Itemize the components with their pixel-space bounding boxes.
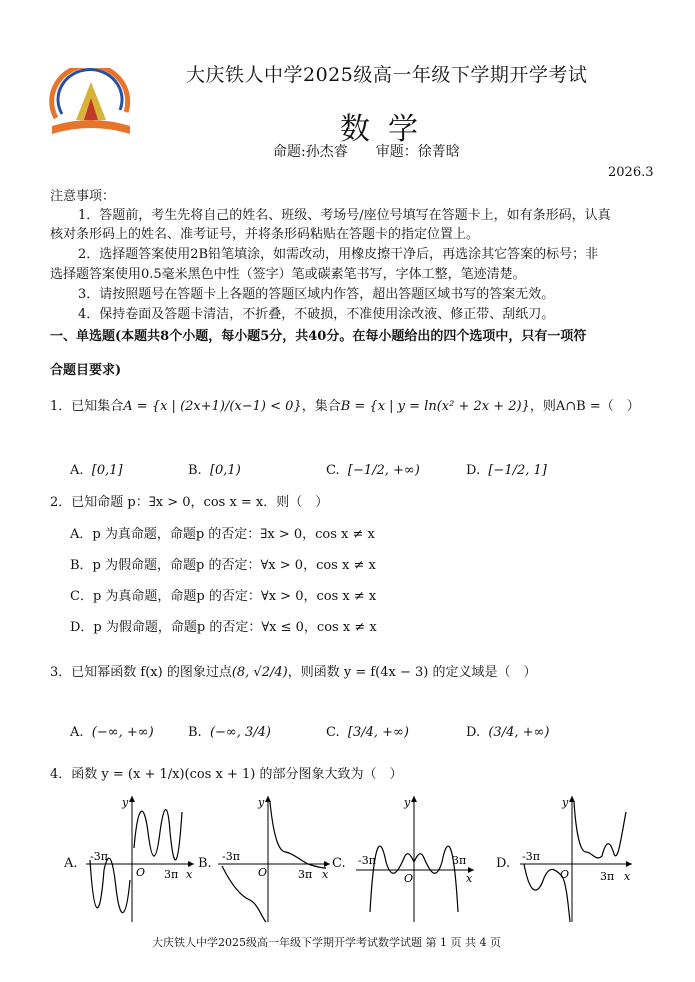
origin-label: O — [136, 866, 146, 879]
question-2-option-d[interactable]: D．p 为假命题，命题p 的否定：∀x ≤ 0，cos x ≠ x — [70, 620, 377, 635]
y-axis-label: y — [122, 796, 129, 809]
question-4-option-d-label[interactable]: D. — [496, 856, 511, 871]
subject-title: 数学 — [340, 112, 436, 147]
exam-date: 2026.3 — [608, 165, 654, 180]
question-1-option-a[interactable]: A. [0,1] — [70, 463, 123, 478]
notice-line: 4．保持卷面及答题卡清洁，不折叠，不破损，不准使用涂改液、修正带、刮纸刀。 — [78, 307, 555, 322]
x-axis-label: x — [624, 870, 631, 883]
tick-neg-label: -3π — [90, 850, 108, 863]
x-axis-label: x — [186, 868, 193, 881]
question-4-option-a-label[interactable]: A. — [64, 856, 78, 871]
notice-line: 3．请按照题号在答题卡上各题的答题区域内作答，超出答题区域书写的答案无效。 — [78, 287, 555, 302]
school-logo — [48, 68, 134, 138]
question-1-option-b[interactable]: B. [0,1) — [188, 463, 241, 478]
notice-line: 2．选择题答案使用2B铅笔填涂，如需改动，用橡皮擦干净后，再选涂其它答案的标号；非 — [78, 247, 599, 262]
question-1-option-d[interactable]: D. [−1/2, 1] — [466, 463, 547, 478]
tick-pos-label: 3π — [452, 854, 467, 867]
question-4-graph-c[interactable] — [352, 792, 478, 926]
question-4-graph-d[interactable] — [516, 792, 636, 926]
tick-neg-label: -3π — [358, 854, 376, 867]
question-2-option-b[interactable]: B．p 为假命题，命题p 的否定：∀x > 0，cos x ≠ x — [70, 558, 376, 573]
x-axis-label: x — [322, 868, 329, 881]
origin-label: O — [258, 866, 268, 879]
question-3-option-b[interactable]: B. (−∞, 3/4) — [188, 725, 272, 740]
section-heading: 一、单选题(本题共8个小题，每小题5分，共40分。在每小题给出的四个选项中，只有一项符 — [50, 329, 587, 344]
y-axis-label: y — [258, 796, 265, 809]
tick-pos-label: 3π — [600, 870, 615, 883]
question-1-stem: 1．已知集合A = {x | (2x+1)/(x−1) < 0}，集合B = {x | y = ln(x² + 2x + 2)}，则A∩B =（ ） — [50, 399, 640, 414]
notice-line: 核对条形码上的姓名、准考证号，并将条形码粘贴在答题卡的指定位置上。 — [50, 227, 480, 242]
question-3-stem: 3．已知幂函数 f(x) 的图象过点(8, √2/4)，则函数 y = f(4x − 3) 的定义域是（ ） — [50, 665, 537, 680]
y-axis-label: y — [404, 796, 411, 809]
question-4-stem: 4．函数 y = (x + 1/x)(cos x + 1) 的部分图象大致为（ ） — [50, 767, 403, 782]
origin-label: O — [404, 872, 414, 885]
set-a-expression: A = {x | (2x+1)/(x−1) < 0} — [123, 399, 302, 414]
tick-pos-label: 3π — [164, 868, 179, 881]
origin-label: O — [560, 868, 570, 881]
question-4-option-c-label[interactable]: C. — [332, 856, 346, 871]
question-3-option-c[interactable]: C. [3/4, +∞) — [326, 725, 409, 740]
notice-line: 1．答题前，考生先将自己的姓名、班级、考场号/座位号填写在答题卡上，如有条形码，认真 — [78, 208, 611, 223]
exam-title: 大庆铁人中学2025级高一年级下学期开学考试 — [186, 64, 588, 86]
question-1-option-c[interactable]: C. [−1/2, +∞) — [326, 463, 420, 478]
notice-line: 选择题答案使用0.5毫米黑色中性（签字）笔或碳素笔书写，字体工整，笔迹清楚。 — [50, 267, 526, 282]
question-2-stem: 2．已知命题 p：∃x > 0，cos x = x．则（ ） — [50, 495, 329, 510]
question-2-option-c[interactable]: C．p 为真命题，命题p 的否定：∀x > 0，cos x ≠ x — [70, 589, 377, 604]
section-heading-cont: 合题目要求) — [50, 363, 122, 378]
point-expression: (8, √2/4) — [231, 665, 288, 680]
question-4-graph-b[interactable] — [214, 792, 334, 926]
y-axis-label: y — [562, 796, 569, 809]
set-b-expression: B = {x | y = ln(x² + 2x + 2)} — [340, 399, 530, 414]
question-3-option-a[interactable]: A. (−∞, +∞) — [70, 725, 154, 740]
x-axis-label: x — [466, 872, 473, 885]
question-4-graph-a[interactable] — [82, 792, 198, 926]
tick-neg-label: -3π — [522, 850, 540, 863]
tick-neg-label: -3π — [222, 850, 240, 863]
author-line: 命题:孙杰睿 审题：徐菁晗 — [273, 144, 460, 160]
page-footer: 大庆铁人中学2025级高一年级下学期开学考试数学试题 第 1 页 共 4 页 — [152, 936, 501, 949]
tick-pos-label: 3π — [298, 868, 313, 881]
question-3-option-d[interactable]: D. (3/4, +∞) — [466, 725, 550, 740]
notice-heading: 注意事项： — [50, 189, 116, 204]
question-4-option-b-label[interactable]: B. — [198, 856, 212, 871]
question-2-option-a[interactable]: A．p 为真命题，命题p 的否定：∃x > 0，cos x ≠ x — [70, 527, 375, 542]
